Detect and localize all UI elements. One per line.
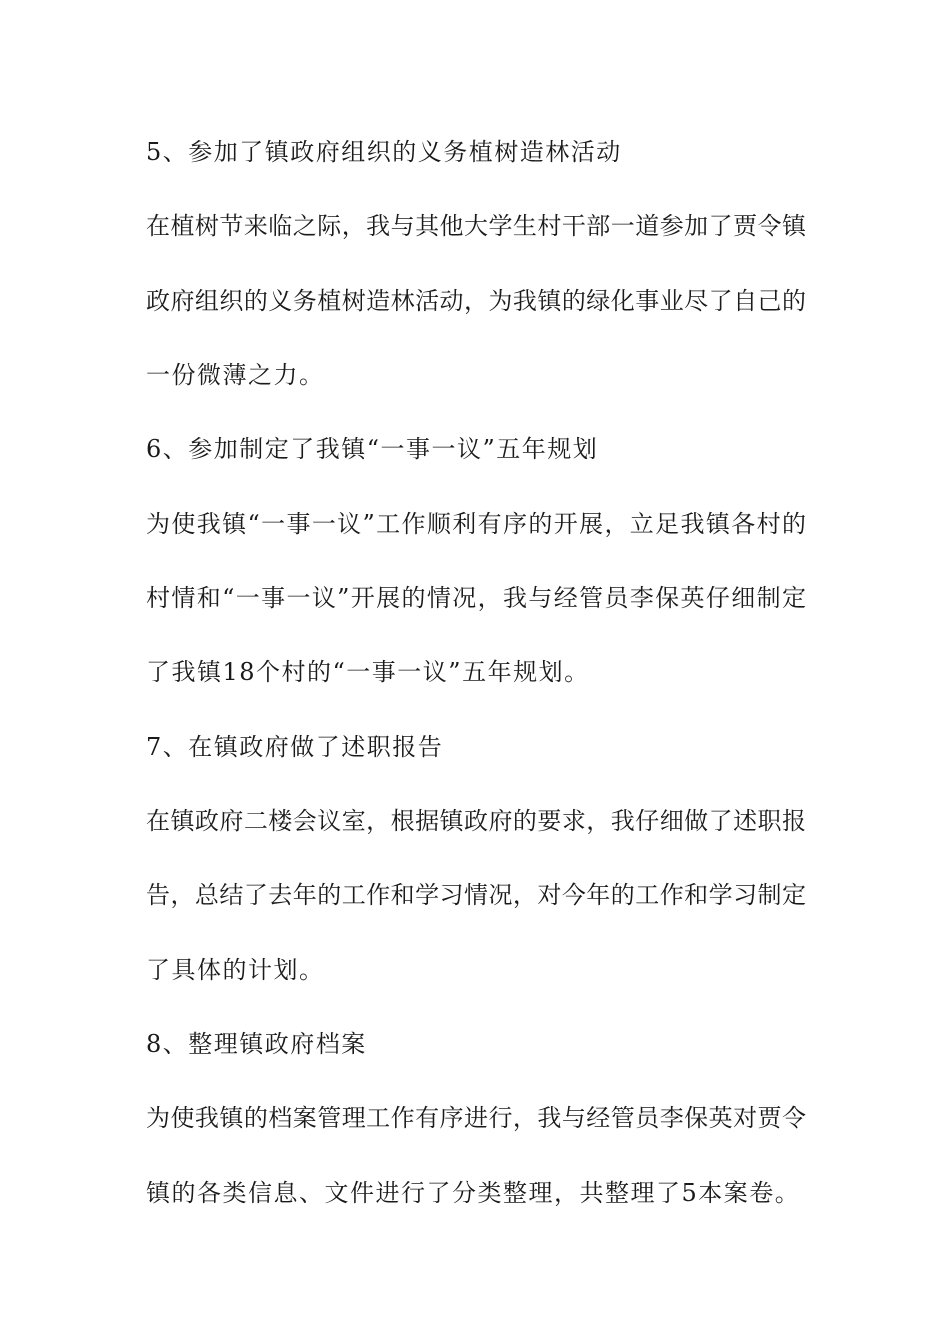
paragraph-line: 为使我镇的档案管理工作有序进行，我与经管员李保英对贾令: [146, 1104, 806, 1132]
heading-item-6: 6、参加制定了我镇“一事一议”五年规划: [146, 435, 599, 463]
paragraph-line: 在植树节来临之际，我与其他大学生村干部一道参加了贾令镇: [146, 212, 806, 240]
heading-item-5: 5、参加了镇政府组织的义务植树造林活动: [146, 138, 622, 166]
paragraph-line: 村情和“一事一议”开展的情况，我与经管员李保英仔细制定: [146, 584, 806, 612]
paragraph-line: 镇的各类信息、文件进行了分类整理，共整理了5本案卷。: [146, 1179, 801, 1207]
paragraph-line: 在镇政府二楼会议室，根据镇政府的要求，我仔细做了述职报: [146, 807, 806, 835]
paragraph-line: 告，总结了去年的工作和学习情况，对今年的工作和学习制定: [146, 881, 806, 909]
heading-item-8: 8、整理镇政府档案: [146, 1030, 367, 1058]
paragraph-line: 政府组织的义务植树造林活动，为我镇的绿化事业尽了自己的: [146, 287, 806, 315]
paragraph-line: 了我镇18个村的“一事一议”五年规划。: [146, 658, 590, 686]
paragraph-line: 了具体的计划。: [146, 956, 325, 984]
heading-item-7: 7、在镇政府做了述职报告: [146, 733, 444, 761]
paragraph-line: 为使我镇“一事一议”工作顺利有序的开展，立足我镇各村的: [146, 510, 806, 538]
paragraph-line: 一份微薄之力。: [146, 361, 325, 389]
